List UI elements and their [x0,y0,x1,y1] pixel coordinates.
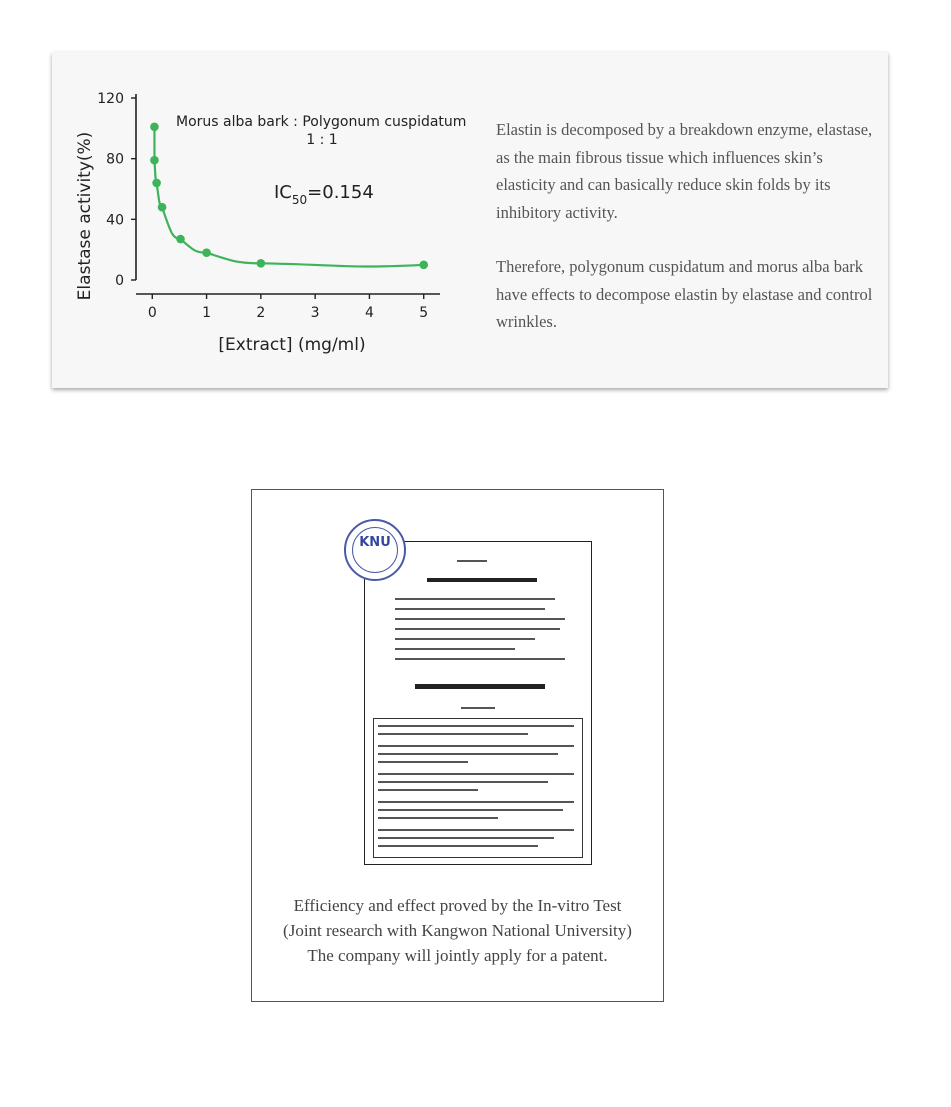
y-tick-label: 120 [97,91,124,107]
chart-annotation-ratio: 1 : 1 [306,132,338,148]
x-tick-label: 4 [364,305,374,321]
x-tick-label: 1 [202,305,212,321]
data-point [419,261,428,270]
caption-line-1: Efficiency and effect proved by the In-vitro Test [293,896,622,915]
data-point [257,259,266,268]
ic50-prefix: IC [274,182,292,203]
y-tick-label: 80 [106,151,124,168]
ic50-label [274,182,374,207]
data-point [152,179,161,188]
patent-caption [252,893,663,968]
data-point [150,123,159,132]
patent-notice-box [373,718,583,858]
x-tick-label: 3 [310,305,320,321]
description-text [496,116,882,363]
ic50-value: =0.154 [307,182,374,203]
elastase-chart-card [52,52,888,388]
patent-frame [251,489,664,1002]
description-paragraph-2: Therefore, polygonum cuspidatum and morus alba bark have effects to decompose elastin by elastase and control wrinkles. [496,257,873,331]
data-point [176,235,185,244]
elastase-activity-chart [52,52,492,388]
x-tick-label: 0 [147,305,157,321]
data-point [158,203,167,212]
knu-seal-logo [344,519,406,581]
y-tick-label: 40 [106,212,124,229]
ic50-subscript: 50 [291,193,308,207]
knu-seal-text: KNU [359,535,391,550]
x-axis-label: [Extract] (mg/ml) [218,335,366,355]
y-tick-label: 0 [115,273,124,289]
x-tick-label: 2 [256,305,266,321]
x-tick-label: 5 [419,305,429,321]
data-point [150,156,159,165]
caption-line-3: The company will jointly apply for a patent. [307,946,608,965]
description-paragraph-1: Elastin is decomposed by a breakdown enzyme, elastase, as the main fibrous tissue which influences skin’s elasticity and can basically reduce skin folds by its inhibitory activity. [496,120,873,222]
patent-document-image [364,541,592,865]
data-point [202,248,211,257]
y-axis-label: Elastase activity(%) [75,131,95,301]
chart-annotation: Morus alba bark : Polygonum cuspidatum [176,114,467,130]
caption-line-2: (Joint research with Kangwon National University) [283,921,632,940]
